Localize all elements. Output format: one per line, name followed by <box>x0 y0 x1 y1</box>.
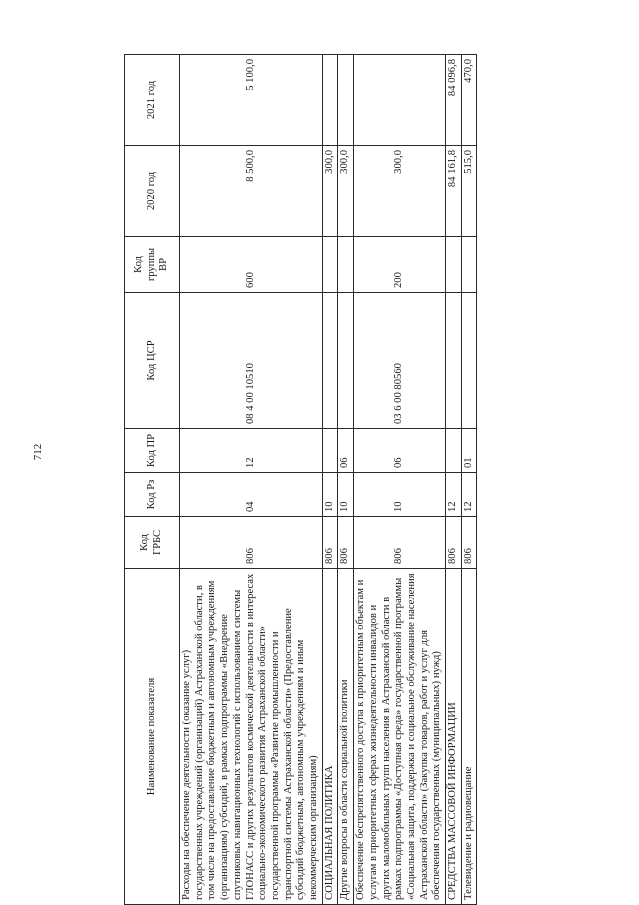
table-row <box>354 55 446 905</box>
cell-vr <box>446 237 462 293</box>
cell-2021 <box>338 55 354 146</box>
budget-table <box>124 54 477 905</box>
header-csr: Код ЦСР <box>125 293 180 429</box>
cell-2021: 470,0 <box>461 55 477 146</box>
cell-2020: 8 500,0 <box>180 146 323 237</box>
table-row <box>338 55 354 905</box>
cell-csr <box>322 293 338 429</box>
cell-2020: 300,0 <box>338 146 354 237</box>
cell-csr: 08 4 00 10510 <box>180 293 323 429</box>
header-2020: 2020 год <box>125 146 180 237</box>
cell-csr <box>338 293 354 429</box>
cell-pr: 06 <box>338 429 354 473</box>
cell-grbs: 806 <box>180 517 323 569</box>
cell-name: Другие вопросы в области социальной политики <box>338 569 354 905</box>
table-row <box>461 55 477 905</box>
cell-csr: 03 6 00 80560 <box>354 293 446 429</box>
cell-csr <box>461 293 477 429</box>
rotated-table-wrapper <box>124 55 516 905</box>
cell-vr <box>461 237 477 293</box>
cell-2021: 84 096,8 <box>446 55 462 146</box>
header-vr: Код группы ВР <box>125 237 180 293</box>
cell-rz: 10 <box>322 473 338 517</box>
cell-csr <box>446 293 462 429</box>
table-row <box>322 55 338 905</box>
cell-pr: 06 <box>354 429 446 473</box>
cell-2021 <box>354 55 446 146</box>
cell-name: СРЕДСТВА МАССОВОЙ ИНФОРМАЦИИ <box>446 569 462 905</box>
cell-name: Расходы на обеспечение деятельности (оказание услуг) государственных учреждений (организаций) Астраханской области, в том числе на предоставление бюджетным и автономным учреждениям (организациям) субсидий, в рамках подпрограммы «Внедрение спутниковых навигационных технологий с использованием системы ГЛОНАСС и других результатов космической деятельности в интересах социально-экономического развития Астраханской области» государственной программы «Развитие промышленности и транспортной системы Астраханской области» (Предоставление субсидий бюджетным, автономным учреждениям и иным некоммерческим организациям) <box>180 569 323 905</box>
cell-2020: 300,0 <box>322 146 338 237</box>
cell-rz: 04 <box>180 473 323 517</box>
cell-pr <box>322 429 338 473</box>
cell-rz: 12 <box>461 473 477 517</box>
header-grbs: Код ГРБС <box>125 517 180 569</box>
header-pr: Код ПР <box>125 429 180 473</box>
cell-grbs: 806 <box>322 517 338 569</box>
cell-grbs: 806 <box>338 517 354 569</box>
cell-name: Телевидение и радиовещание <box>461 569 477 905</box>
cell-2020: 300,0 <box>354 146 446 237</box>
header-rz: Код Рз <box>125 473 180 517</box>
header-2021: 2021 год <box>125 55 180 146</box>
page-number: 712 <box>32 443 44 461</box>
cell-rz: 10 <box>354 473 446 517</box>
cell-pr: 12 <box>180 429 323 473</box>
table-row <box>446 55 462 905</box>
cell-grbs: 806 <box>446 517 462 569</box>
cell-rz: 12 <box>446 473 462 517</box>
cell-2021: 5 100,0 <box>180 55 323 146</box>
cell-name: Обеспечение беспрепятственного доступа к приоритетным объектам и услугам в приоритетных сферах жизнедеятельности инвалидов и других маломобильных групп населения в Астраханской области в рамках подпрограммы «Доступная среда» государственной программы «Социальная защита, поддержка и социальное обслуживание населения Астраханской области» (Закупка товаров, работ и услуг для обеспечения государственных (муниципальных) нужд) <box>354 569 446 905</box>
header-name: Наименование показателя <box>125 569 180 905</box>
cell-vr <box>338 237 354 293</box>
cell-2021 <box>322 55 338 146</box>
cell-pr <box>446 429 462 473</box>
cell-2020: 84 161,8 <box>446 146 462 237</box>
cell-2020: 515,0 <box>461 146 477 237</box>
cell-vr: 600 <box>180 237 323 293</box>
cell-grbs: 806 <box>461 517 477 569</box>
cell-vr: 200 <box>354 237 446 293</box>
cell-vr <box>322 237 338 293</box>
cell-name: СОЦИАЛЬНАЯ ПОЛИТИКА <box>322 569 338 905</box>
header-row <box>125 55 180 905</box>
cell-grbs: 806 <box>354 517 446 569</box>
cell-pr: 01 <box>461 429 477 473</box>
table-row <box>180 55 323 905</box>
cell-rz: 10 <box>338 473 354 517</box>
